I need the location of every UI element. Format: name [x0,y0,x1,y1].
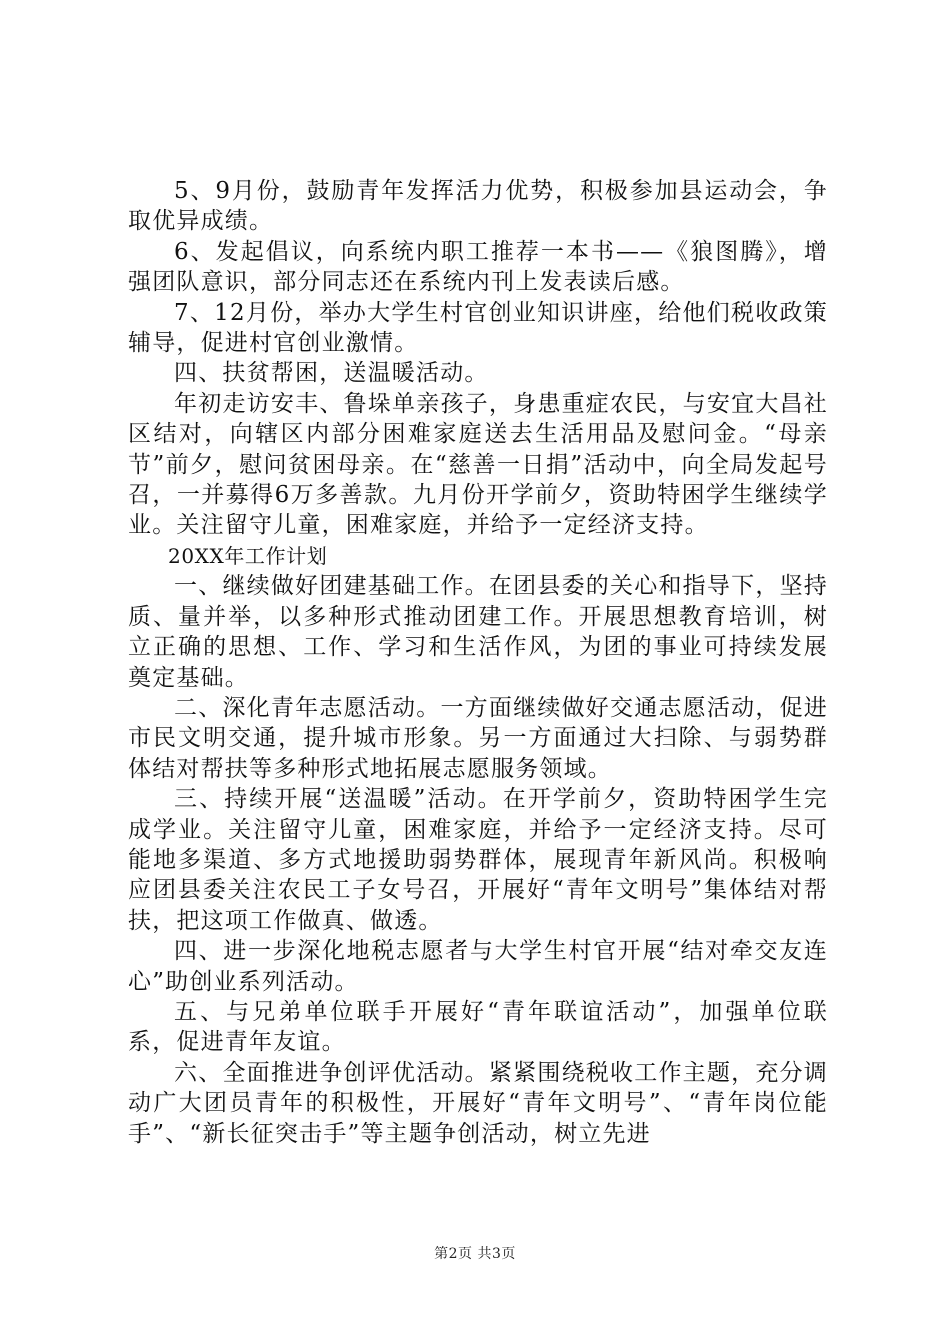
section-heading-poverty-relief: 四、扶贫帮困，送温暖活动。 [174,360,489,387]
paragraph-poverty-relief: 年初走访安丰、鲁垛单亲孩子，身患重症农民，与安宜大昌社区结对，向辖区内部分困难家庭送去生活用品及慰问金。“母亲节”前夕，慰问贫困母亲。在“慈善一日捐”活动中，向全局发起号召，一并募得6万多善款。九月份开学前夕，资助特困学生继续学业。关注留守儿童，困难家庭，并给予一定经济支持。 [128,390,828,539]
paragraph-item-7: 7、12月份，举办大学生村官创业知识讲座，给他们税收政策辅导，促进村官创业激情。 [128,299,828,357]
paragraph-item-5: 5、9月份，鼓励青年发挥活力优势，积极参加县运动会，争取优异成绩。 [128,178,828,235]
plan-item-1: 一、继续做好团建基础工作。在团县委的关心和指导下，坚持质、量并举，以多种形式推动团建工作。开展思想教育培训，树立正确的思想、工作、学习和生活作风，为团的事业可持续发展奠定基础。 [128,573,828,691]
plan-item-5: 五、与兄弟单位联手开展好“青年联谊活动”，加强单位联系，促进青年友谊。 [128,998,828,1056]
section-heading-work-plan: 20XX年工作计划 [168,543,328,568]
paragraph-item-6: 6、发起倡议，向系统内职工推荐一本书——《狼图腾》，增强团队意识，部分同志还在系统内刊上发表读后感。 [128,238,828,296]
plan-item-2: 二、深化青年志愿活动。一方面继续做好交通志愿活动，促进市民文明交通，提升城市形象。另一方面通过大扫除、与弱势群体结对帮扶等多种形式地拓展志愿服务领域。 [128,694,828,782]
document-body [128,176,828,1149]
plan-item-6: 六、全面推进争创评优活动。紧紧围绕税收工作主题，充分调动广大团员青年的积极性，开展好“青年文明号”、“青年岗位能手”、“新长征突击手”等主题争创活动，树立先进 [128,1059,828,1147]
page-footer: 第2页 共3页 [434,1246,516,1262]
plan-item-3: 三、持续开展“送温暖”活动。在开学前夕，资助特困学生完成学业。关注留守儿童，困难家庭，并给予一定经济支持。尽可能地多渠道、多方式地援助弱势群体，展现青年新风尚。积极响应团县委关注农民工子女号召，开展好“青年文明号”集体结对帮扶，把这项工作做真、做透。 [128,786,828,934]
plan-item-4: 四、进一步深化地税志愿者与大学生村官开展“结对牵交友连心”助创业系列活动。 [128,938,828,995]
